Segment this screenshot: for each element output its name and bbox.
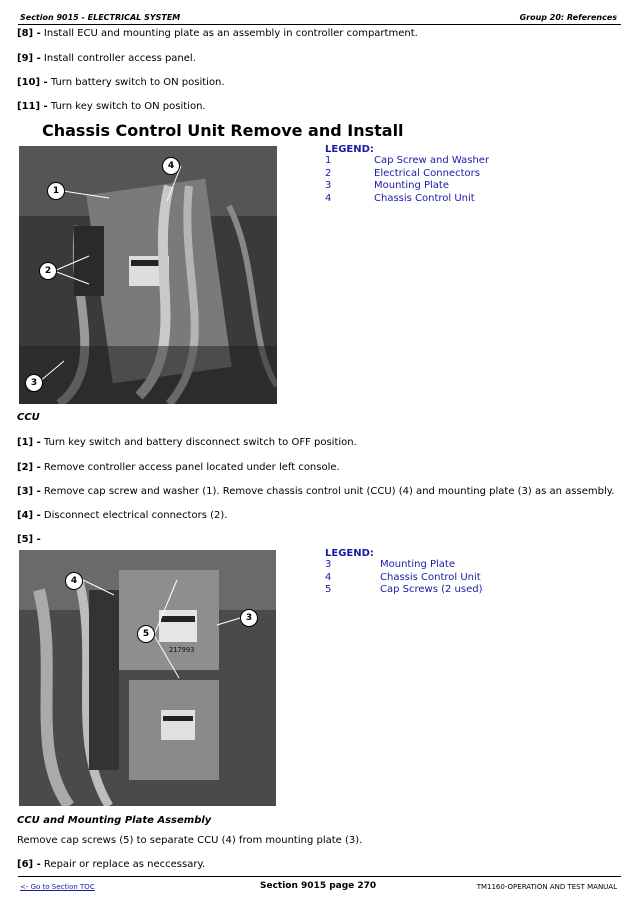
step-3: [3] - Remove cap screw and washer (1). Remove chassis control unit (CCU) (4) and mounting plate (3) as an assembly. [17, 486, 615, 497]
legend-item: 2 Electrical Connectors [325, 167, 480, 179]
ccu-plate-illustration [19, 550, 276, 806]
callout-4: 4 [65, 572, 83, 590]
legend-item: 3 Mounting Plate [325, 180, 449, 191]
part-label: 217993 [169, 646, 195, 654]
legend-item: 1 Cap Screw and Washer [325, 155, 490, 166]
toc-link[interactable]: <- Go to Section TOC [20, 883, 95, 891]
step-11: [11] - Turn key switch to ON position. [17, 101, 206, 112]
step-6: [6] - Repair or replace as neccessary. [17, 859, 206, 870]
callout-5: 5 [137, 625, 155, 643]
section-heading: Chassis Control Unit Remove and Install [42, 121, 404, 140]
legend-item: 5 Cap Screws (2 used) [325, 584, 483, 595]
legend-item: 3 Mounting Plate [325, 559, 455, 570]
figure-caption-1: CCU [17, 412, 40, 423]
step-2: [2] - Remove controller access panel located under left console. [17, 462, 340, 473]
legend-item: 4 Chassis Control Unit [325, 571, 481, 583]
ccu-plate-photo [19, 550, 276, 806]
callout-1: 1 [47, 182, 65, 200]
page-number: Section 9015 page 270 [260, 881, 377, 891]
step-8: [8] - Install ECU and mounting plate as an assembly in controller compartment. [17, 28, 418, 39]
callout-3: 3 [25, 374, 43, 392]
step-9: [9] - Install controller access panel. [17, 53, 196, 64]
figure-caption-2: CCU and Mounting Plate Assembly [17, 815, 212, 826]
callout-2: 2 [39, 262, 57, 280]
step-separate: Remove cap screws (5) to separate CCU (4) from mounting plate (3). [17, 835, 363, 846]
legend-item: 4 Chassis Control Unit [325, 192, 475, 204]
step-4: [4] - Disconnect electrical connectors (2). [17, 510, 228, 521]
page-header [18, 8, 621, 25]
legend-2: LEGEND: 3 Mounting Plate 4 Chassis Control Unit 5 Cap Screws (2 used) [325, 548, 483, 595]
step-10: [10] - Turn battery switch to ON position. [17, 77, 225, 88]
page-footer [18, 876, 621, 897]
ccu-photo [19, 146, 277, 404]
step-1: [1] - Turn key switch and battery disconnect switch to OFF position. [17, 437, 357, 448]
group-title: Group 20: References [519, 13, 617, 22]
step-5: [5] - [17, 534, 41, 545]
section-title: Section 9015 - ELECTRICAL SYSTEM [20, 13, 181, 22]
callout-4: 4 [162, 157, 180, 175]
manual-title: TM1160-OPERATION AND TEST MANUAL [476, 883, 617, 891]
legend-1: LEGEND: 1 Cap Screw and Washer 2 Electrical Connectors 3 Mounting Plate 4 Chassis Control Unit [325, 144, 490, 204]
callout-3: 3 [240, 609, 258, 627]
